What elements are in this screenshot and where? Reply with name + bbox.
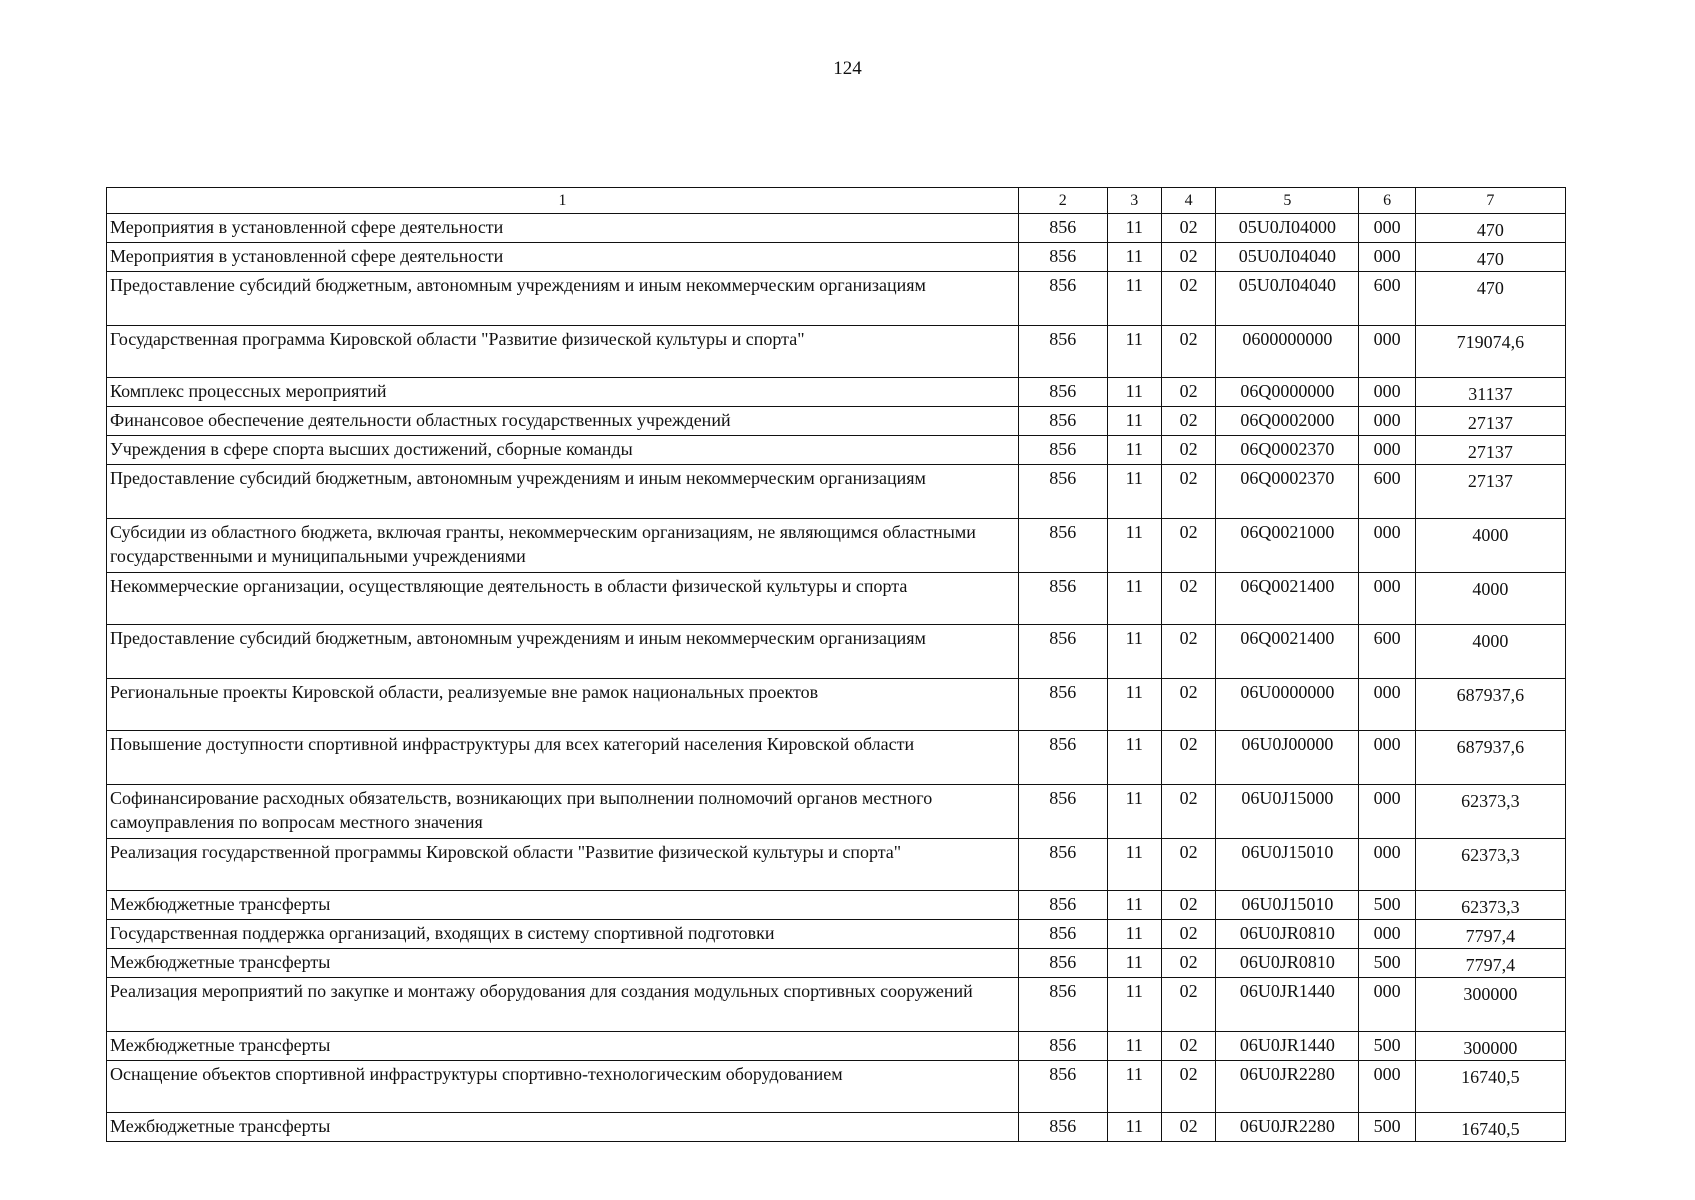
table-row [107, 839, 1566, 891]
cell-amount: 31137 [1415, 378, 1565, 407]
row-name: Некоммерческие организации, осуществляющие деятельность в области физической культуры и спорта [107, 573, 1019, 625]
table-row [107, 949, 1566, 978]
table-row [107, 573, 1566, 625]
cell-col3: 11 [1107, 407, 1161, 436]
row-name: Мероприятия в установленной сфере деятельности [107, 243, 1019, 272]
table-row [107, 378, 1566, 407]
cell-amount: 16740,5 [1415, 1061, 1565, 1113]
cell-amount: 300000 [1415, 978, 1565, 1032]
cell-col2: 856 [1018, 1032, 1107, 1061]
cell-col6: 000 [1359, 978, 1415, 1032]
cell-amount: 470 [1415, 272, 1565, 326]
cell-col5: 06Q0002370 [1216, 465, 1359, 519]
row-name: Реализация государственной программы Кировской области "Развитие физической культуры и спорта" [107, 839, 1019, 891]
row-name: Предоставление субсидий бюджетным, автономным учреждениям и иным некоммерческим организациям [107, 625, 1019, 679]
cell-amount: 719074,6 [1415, 326, 1565, 378]
cell-col5: 06U0J15010 [1216, 839, 1359, 891]
row-name: Государственная программа Кировской области "Развитие физической культуры и спорта" [107, 326, 1019, 378]
cell-col4: 02 [1161, 785, 1215, 839]
cell-col4: 02 [1161, 949, 1215, 978]
cell-col3: 11 [1107, 1061, 1161, 1113]
cell-amount: 62373,3 [1415, 785, 1565, 839]
cell-col4: 02 [1161, 679, 1215, 731]
cell-col6: 600 [1359, 625, 1415, 679]
column-header: 6 [1359, 188, 1415, 214]
cell-col5: 06Q0002000 [1216, 407, 1359, 436]
cell-col5: 06U0J00000 [1216, 731, 1359, 785]
table-row [107, 1061, 1566, 1113]
cell-col5: 06Q0000000 [1216, 378, 1359, 407]
cell-col2: 856 [1018, 949, 1107, 978]
cell-col4: 02 [1161, 243, 1215, 272]
cell-amount: 687937,6 [1415, 679, 1565, 731]
row-name: Предоставление субсидий бюджетным, автономным учреждениям и иным некоммерческим организациям [107, 272, 1019, 326]
column-header: 4 [1161, 188, 1215, 214]
cell-col2: 856 [1018, 436, 1107, 465]
cell-col5: 06U0JR1440 [1216, 978, 1359, 1032]
table-row [107, 978, 1566, 1032]
cell-col5: 06Q0021400 [1216, 625, 1359, 679]
cell-col4: 02 [1161, 465, 1215, 519]
cell-amount: 4000 [1415, 519, 1565, 573]
row-name: Государственная поддержка организаций, входящих в систему спортивной подготовки [107, 920, 1019, 949]
cell-col3: 11 [1107, 920, 1161, 949]
cell-col6: 000 [1359, 519, 1415, 573]
cell-col2: 856 [1018, 378, 1107, 407]
row-name: Мероприятия в установленной сфере деятельности [107, 214, 1019, 243]
cell-col2: 856 [1018, 920, 1107, 949]
cell-col6: 000 [1359, 839, 1415, 891]
row-name: Межбюджетные трансферты [107, 891, 1019, 920]
table-row [107, 625, 1566, 679]
cell-col4: 02 [1161, 1061, 1215, 1113]
table-row [107, 326, 1566, 378]
cell-col5: 06Q0021400 [1216, 573, 1359, 625]
cell-col5: 06Q0021000 [1216, 519, 1359, 573]
cell-col4: 02 [1161, 378, 1215, 407]
cell-col4: 02 [1161, 839, 1215, 891]
cell-amount: 470 [1415, 214, 1565, 243]
cell-col2: 856 [1018, 1113, 1107, 1142]
cell-col3: 11 [1107, 1113, 1161, 1142]
row-name: Учреждения в сфере спорта высших достижений, сборные команды [107, 436, 1019, 465]
cell-col2: 856 [1018, 679, 1107, 731]
page-number: 124 [833, 58, 862, 79]
row-name: Повышение доступности спортивной инфраструктуры для всех категорий населения Кировской области [107, 731, 1019, 785]
cell-col5: 06U0JR2280 [1216, 1061, 1359, 1113]
cell-col2: 856 [1018, 272, 1107, 326]
cell-col2: 856 [1018, 1061, 1107, 1113]
cell-col6: 500 [1359, 1032, 1415, 1061]
cell-amount: 300000 [1415, 1032, 1565, 1061]
cell-amount: 62373,3 [1415, 839, 1565, 891]
cell-col2: 856 [1018, 573, 1107, 625]
cell-col4: 02 [1161, 1113, 1215, 1142]
cell-col4: 02 [1161, 214, 1215, 243]
cell-col3: 11 [1107, 519, 1161, 573]
row-name: Софинансирование расходных обязательств, возникающих при выполнении полномочий органов местного самоуправления по вопросам местного значения [107, 785, 1019, 839]
cell-amount: 687937,6 [1415, 731, 1565, 785]
cell-col3: 11 [1107, 243, 1161, 272]
cell-col3: 11 [1107, 785, 1161, 839]
cell-col6: 000 [1359, 679, 1415, 731]
column-header: 1 [107, 188, 1019, 214]
cell-col3: 11 [1107, 465, 1161, 519]
cell-col2: 856 [1018, 978, 1107, 1032]
cell-col3: 11 [1107, 949, 1161, 978]
table-row [107, 891, 1566, 920]
cell-amount: 27137 [1415, 465, 1565, 519]
cell-col6: 000 [1359, 436, 1415, 465]
cell-col4: 02 [1161, 519, 1215, 573]
cell-col2: 856 [1018, 519, 1107, 573]
table-row [107, 1113, 1566, 1142]
cell-col2: 856 [1018, 625, 1107, 679]
cell-col3: 11 [1107, 839, 1161, 891]
cell-col5: 06Q0002370 [1216, 436, 1359, 465]
cell-col3: 11 [1107, 573, 1161, 625]
cell-col6: 000 [1359, 1061, 1415, 1113]
table-row [107, 731, 1566, 785]
cell-col2: 856 [1018, 839, 1107, 891]
cell-col4: 02 [1161, 891, 1215, 920]
cell-col2: 856 [1018, 214, 1107, 243]
cell-col3: 11 [1107, 978, 1161, 1032]
row-name: Оснащение объектов спортивной инфраструктуры спортивно-технологическим оборудованием [107, 1061, 1019, 1113]
cell-col6: 500 [1359, 891, 1415, 920]
cell-amount: 62373,3 [1415, 891, 1565, 920]
table-row [107, 407, 1566, 436]
cell-col2: 856 [1018, 407, 1107, 436]
cell-col5: 06U0000000 [1216, 679, 1359, 731]
table-row [107, 243, 1566, 272]
cell-col5: 06U0JR0810 [1216, 949, 1359, 978]
cell-col4: 02 [1161, 920, 1215, 949]
cell-col5: 06U0J15010 [1216, 891, 1359, 920]
cell-col5: 05U0Л04040 [1216, 272, 1359, 326]
cell-amount: 27137 [1415, 436, 1565, 465]
cell-col2: 856 [1018, 731, 1107, 785]
cell-col6: 000 [1359, 243, 1415, 272]
row-name: Региональные проекты Кировской области, реализуемые вне рамок национальных проектов [107, 679, 1019, 731]
cell-col4: 02 [1161, 407, 1215, 436]
cell-col5: 06U0J15000 [1216, 785, 1359, 839]
cell-col2: 856 [1018, 326, 1107, 378]
row-name: Реализация мероприятий по закупке и монтажу оборудования для создания модульных спортивных сооружений [107, 978, 1019, 1032]
table-row [107, 1032, 1566, 1061]
cell-amount: 470 [1415, 243, 1565, 272]
cell-col6: 000 [1359, 378, 1415, 407]
cell-col3: 11 [1107, 1032, 1161, 1061]
table-row [107, 519, 1566, 573]
column-header: 3 [1107, 188, 1161, 214]
cell-col6: 000 [1359, 731, 1415, 785]
cell-col5: 06U0JR1440 [1216, 1032, 1359, 1061]
table-row [107, 214, 1566, 243]
cell-col4: 02 [1161, 978, 1215, 1032]
cell-col2: 856 [1018, 465, 1107, 519]
cell-col6: 600 [1359, 272, 1415, 326]
cell-col6: 500 [1359, 949, 1415, 978]
column-header: 7 [1415, 188, 1565, 214]
cell-col4: 02 [1161, 731, 1215, 785]
cell-col5: 05U0Л04040 [1216, 243, 1359, 272]
cell-col5: 06U0JR0810 [1216, 920, 1359, 949]
cell-amount: 7797,4 [1415, 949, 1565, 978]
cell-col6: 000 [1359, 326, 1415, 378]
cell-amount: 4000 [1415, 573, 1565, 625]
cell-col3: 11 [1107, 436, 1161, 465]
cell-col6: 000 [1359, 214, 1415, 243]
cell-col4: 02 [1161, 436, 1215, 465]
cell-col6: 000 [1359, 785, 1415, 839]
cell-col6: 500 [1359, 1113, 1415, 1142]
cell-col3: 11 [1107, 679, 1161, 731]
cell-col3: 11 [1107, 731, 1161, 785]
cell-col6: 000 [1359, 920, 1415, 949]
table-header-row [107, 188, 1566, 214]
cell-col3: 11 [1107, 625, 1161, 679]
cell-col2: 856 [1018, 243, 1107, 272]
cell-col4: 02 [1161, 625, 1215, 679]
row-name: Комплекс процессных мероприятий [107, 378, 1019, 407]
cell-amount: 4000 [1415, 625, 1565, 679]
cell-col5: 05U0Л04000 [1216, 214, 1359, 243]
column-header: 2 [1018, 188, 1107, 214]
table-row [107, 920, 1566, 949]
cell-amount: 16740,5 [1415, 1113, 1565, 1142]
table-row [107, 785, 1566, 839]
cell-col3: 11 [1107, 891, 1161, 920]
cell-col5: 06U0JR2280 [1216, 1113, 1359, 1142]
cell-col6: 000 [1359, 407, 1415, 436]
row-name: Финансовое обеспечение деятельности областных государственных учреждений [107, 407, 1019, 436]
cell-col3: 11 [1107, 272, 1161, 326]
cell-col6: 600 [1359, 465, 1415, 519]
row-name: Межбюджетные трансферты [107, 1032, 1019, 1061]
column-header: 5 [1216, 188, 1359, 214]
cell-col4: 02 [1161, 573, 1215, 625]
cell-amount: 7797,4 [1415, 920, 1565, 949]
cell-col3: 11 [1107, 214, 1161, 243]
cell-col4: 02 [1161, 1032, 1215, 1061]
cell-col2: 856 [1018, 785, 1107, 839]
cell-col4: 02 [1161, 326, 1215, 378]
cell-amount: 27137 [1415, 407, 1565, 436]
row-name: Межбюджетные трансферты [107, 949, 1019, 978]
cell-col3: 11 [1107, 378, 1161, 407]
row-name: Субсидии из областного бюджета, включая гранты, некоммерческим организациям, не являющимся областными государственными и муниципальными учреждениями [107, 519, 1019, 573]
cell-col3: 11 [1107, 326, 1161, 378]
row-name: Предоставление субсидий бюджетным, автономным учреждениям и иным некоммерческим организациям [107, 465, 1019, 519]
row-name: Межбюджетные трансферты [107, 1113, 1019, 1142]
table-row [107, 272, 1566, 326]
table-row [107, 436, 1566, 465]
cell-col6: 000 [1359, 573, 1415, 625]
table-row [107, 679, 1566, 731]
table-row [107, 465, 1566, 519]
cell-col5: 0600000000 [1216, 326, 1359, 378]
cell-col2: 856 [1018, 891, 1107, 920]
cell-col4: 02 [1161, 272, 1215, 326]
budget-table [106, 187, 1566, 1142]
